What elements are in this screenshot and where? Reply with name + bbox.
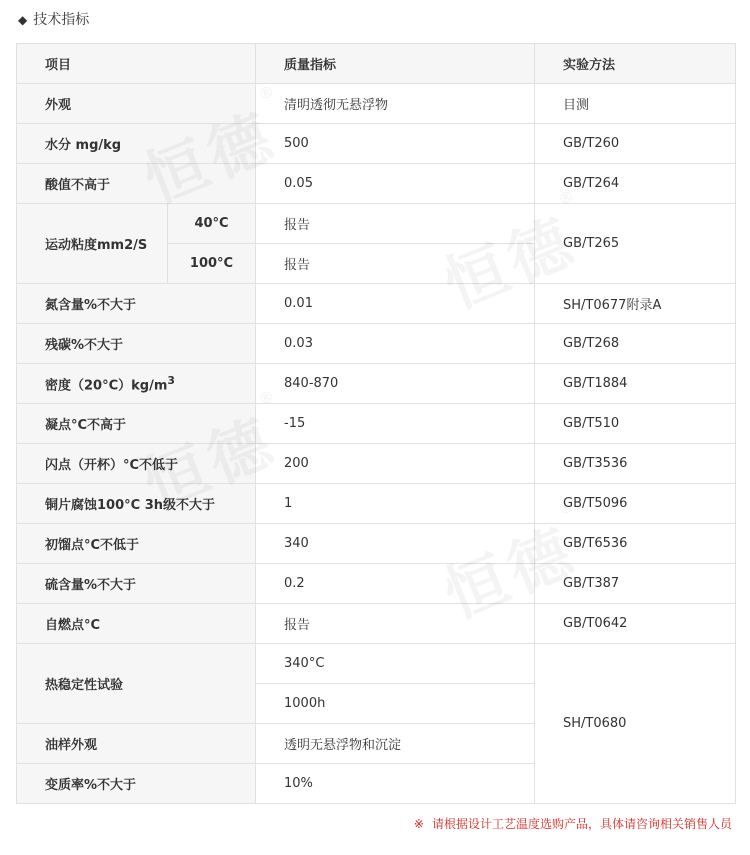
table-row [17, 164, 736, 204]
row-value: 0.03 [256, 324, 535, 364]
table-row [17, 404, 736, 444]
row-value: 200 [256, 444, 535, 484]
row-item: 油样外观 [17, 724, 256, 764]
table-row [17, 84, 736, 124]
row-item: 硫含量%不大于 [17, 564, 256, 604]
header-method: 实验方法 [535, 44, 736, 84]
row-item: 自燃点°C [17, 604, 256, 644]
row-item: 闪点（开杯）°C不低于 [17, 444, 256, 484]
row-subitem: 40°C [168, 204, 256, 244]
section-heading [18, 10, 89, 30]
spec-table [16, 43, 736, 804]
row-method: GB/T264 [535, 164, 736, 204]
row-value: 报告 [256, 244, 535, 284]
row-method: GB/T268 [535, 324, 736, 364]
row-method: GB/T6536 [535, 524, 736, 564]
table-row [17, 284, 736, 324]
row-item [17, 364, 256, 404]
row-method: GB/T265 [535, 204, 736, 284]
row-value: 1 [256, 484, 535, 524]
table-row [17, 324, 736, 364]
row-value: -15 [256, 404, 535, 444]
table-row [17, 604, 736, 644]
density-exponent: 3 [167, 373, 175, 387]
density-label: 密度（20°C）kg/m [45, 378, 168, 394]
row-method: 目测 [535, 84, 736, 124]
row-method: GB/T387 [535, 564, 736, 604]
diamond-icon: ◆ [18, 13, 28, 27]
table-row [17, 564, 736, 604]
section-title: 技术指标 [33, 12, 90, 28]
table-row [17, 484, 736, 524]
header-item: 项目 [17, 44, 256, 84]
table-row [17, 524, 736, 564]
row-item: 变质率%不大于 [17, 764, 256, 804]
row-method: GB/T260 [535, 124, 736, 164]
row-item: 氮含量%不大于 [17, 284, 256, 324]
row-value: 0.05 [256, 164, 535, 204]
row-item: 外观 [17, 84, 256, 124]
table-header-row [17, 44, 736, 84]
row-subitem: 100°C [168, 244, 256, 284]
row-value: 清明透彻无悬浮物 [256, 84, 535, 124]
row-item: 热稳定性试验 [17, 644, 256, 724]
row-value: 840-870 [256, 364, 535, 404]
footnote-text: 请根据设计工艺温度选购产品，具体请咨询相关销售人员 [431, 817, 732, 831]
row-method: SH/T0680 [535, 644, 736, 804]
header-value: 质量指标 [256, 44, 535, 84]
table-row [17, 204, 736, 244]
row-value: 0.2 [256, 564, 535, 604]
row-method: GB/T510 [535, 404, 736, 444]
row-value: 0.01 [256, 284, 535, 324]
table-row [17, 364, 736, 404]
footnote [414, 816, 732, 832]
row-method: GB/T0642 [535, 604, 736, 644]
row-value: 500 [256, 124, 535, 164]
row-value: 10% [256, 764, 535, 804]
row-item: 酸值不高于 [17, 164, 256, 204]
row-value: 报告 [256, 604, 535, 644]
row-value: 1000h [256, 684, 535, 724]
row-item: 铜片腐蚀100°C 3h级不大于 [17, 484, 256, 524]
table-row [17, 444, 736, 484]
row-value: 透明无悬浮物和沉淀 [256, 724, 535, 764]
reference-mark-icon: ※ [413, 817, 424, 831]
row-item: 初馏点°C不低于 [17, 524, 256, 564]
table-row [17, 644, 736, 684]
row-method: GB/T1884 [535, 364, 736, 404]
row-item: 水分 mg/kg [17, 124, 256, 164]
row-value: 340°C [256, 644, 535, 684]
row-value: 340 [256, 524, 535, 564]
row-method: GB/T3536 [535, 444, 736, 484]
row-item: 凝点°C不高于 [17, 404, 256, 444]
row-method: GB/T5096 [535, 484, 736, 524]
row-value: 报告 [256, 204, 535, 244]
row-item: 残碳%不大于 [17, 324, 256, 364]
table-row [17, 124, 736, 164]
row-method: SH/T0677附录A [535, 284, 736, 324]
row-item: 运动粘度mm2/S [17, 204, 168, 284]
